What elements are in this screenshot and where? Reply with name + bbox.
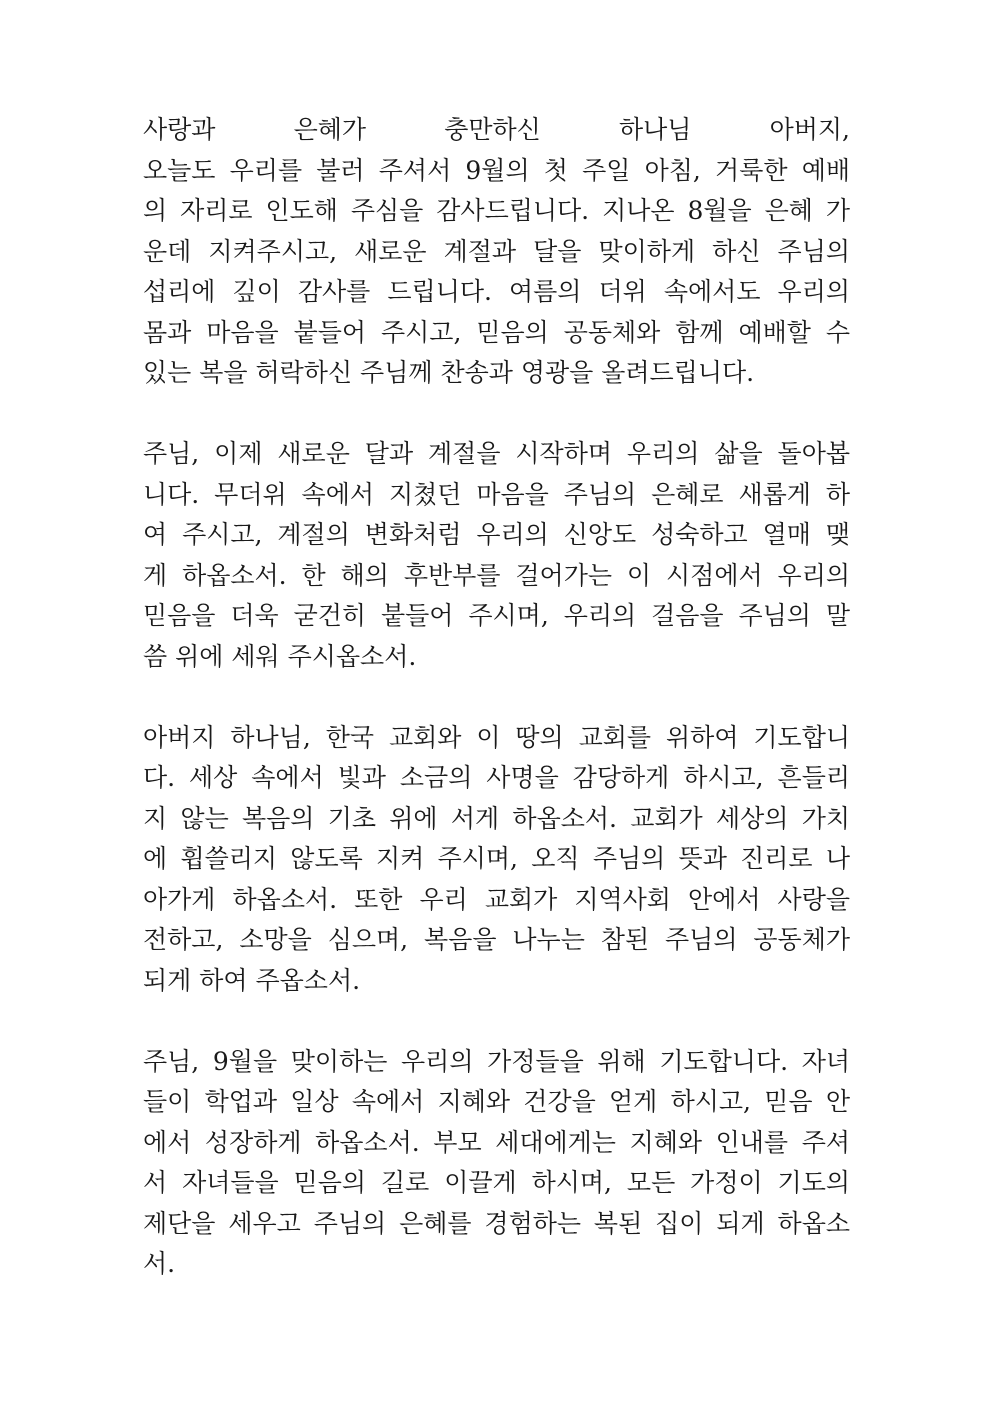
- text-line: 제단을 세우고 주님의 은혜를 경험하는 복된 집이 되게 하옵소: [143, 1208, 850, 1238]
- text-line: 게 하옵소서. 한 해의 후반부를 걸어가는 이 시점에서 우리의: [143, 560, 850, 590]
- text-line: 사랑과 은혜가 충만하신 하나님 아버지,: [143, 115, 850, 144]
- paragraph-4: [143, 1042, 850, 1285]
- paragraph-1: [143, 110, 850, 394]
- text-line: 아가게 하옵소서. 또한 우리 교회가 지역사회 안에서 사랑을: [143, 884, 850, 914]
- text-line: 오늘도 우리를 불러 주셔서 9월의 첫 주일 아침, 거룩한 예배: [143, 155, 850, 185]
- text-line: 여 주시고, 계절의 변화처럼 우리의 신앙도 성숙하고 열매 맺: [143, 520, 850, 549]
- text-line: 에서 성장하게 하옵소서. 부모 세대에게는 지혜와 인내를 주셔: [143, 1127, 850, 1157]
- text-line: 전하고, 소망을 심으며, 복음을 나누는 참된 주님의 공동체가: [143, 925, 850, 954]
- text-line: 의 자리로 인도해 주심을 감사드립니다. 지나온 8월을 은혜 가: [143, 196, 850, 225]
- text-line: 운데 지켜주시고, 새로운 계절과 달을 맞이하게 하신 주님의: [143, 236, 850, 266]
- text-line: 아버지 하나님, 한국 교회와 이 땅의 교회를 위하여 기도합니: [143, 722, 850, 752]
- text-line: 씀 위에 세워 주시옵소서.: [143, 641, 417, 671]
- text-line: 몸과 마음을 붙들어 주시고, 믿음의 공동체와 함께 예배할 수: [143, 317, 850, 347]
- text-line: 섭리에 깊이 감사를 드립니다. 여름의 더위 속에서도 우리의: [143, 277, 850, 306]
- text-line: 되게 하여 주옵소서.: [143, 965, 361, 995]
- text-line: 다. 세상 속에서 빛과 소금의 사명을 감당하게 하시고, 흔들리: [143, 763, 850, 792]
- text-line: 니다. 무더위 속에서 지쳤던 마음을 주님의 은혜로 새롭게 하: [143, 479, 850, 509]
- paragraph-3: [143, 718, 850, 1002]
- text-line: 주님, 이제 새로운 달과 계절을 시작하며 우리의 삶을 돌아봅: [143, 439, 850, 468]
- text-line: 지 않는 복음의 기초 위에 서게 하옵소서. 교회가 세상의 가치: [143, 803, 850, 833]
- text-line: 있는 복을 허락하신 주님께 찬송과 영광을 올려드립니다.: [143, 358, 755, 387]
- prayer-text: [143, 110, 850, 1325]
- paragraph-2: [143, 434, 850, 677]
- text-line: 에 휩쓸리지 않도록 지켜 주시며, 오직 주님의 뜻과 진리로 나: [143, 844, 850, 873]
- text-line: 주님, 9월을 맞이하는 우리의 가정들을 위해 기도합니다. 자녀: [143, 1046, 850, 1076]
- text-line: 믿음을 더욱 굳건히 붙들어 주시며, 우리의 걸음을 주님의 말: [143, 601, 850, 630]
- text-line: 들이 학업과 일상 속에서 지혜와 건강을 얻게 하시고, 믿음 안: [143, 1087, 850, 1116]
- text-line: 서.: [143, 1249, 176, 1278]
- text-line: 서 자녀들을 믿음의 길로 이끌게 하시며, 모든 가정이 기도의: [143, 1168, 850, 1197]
